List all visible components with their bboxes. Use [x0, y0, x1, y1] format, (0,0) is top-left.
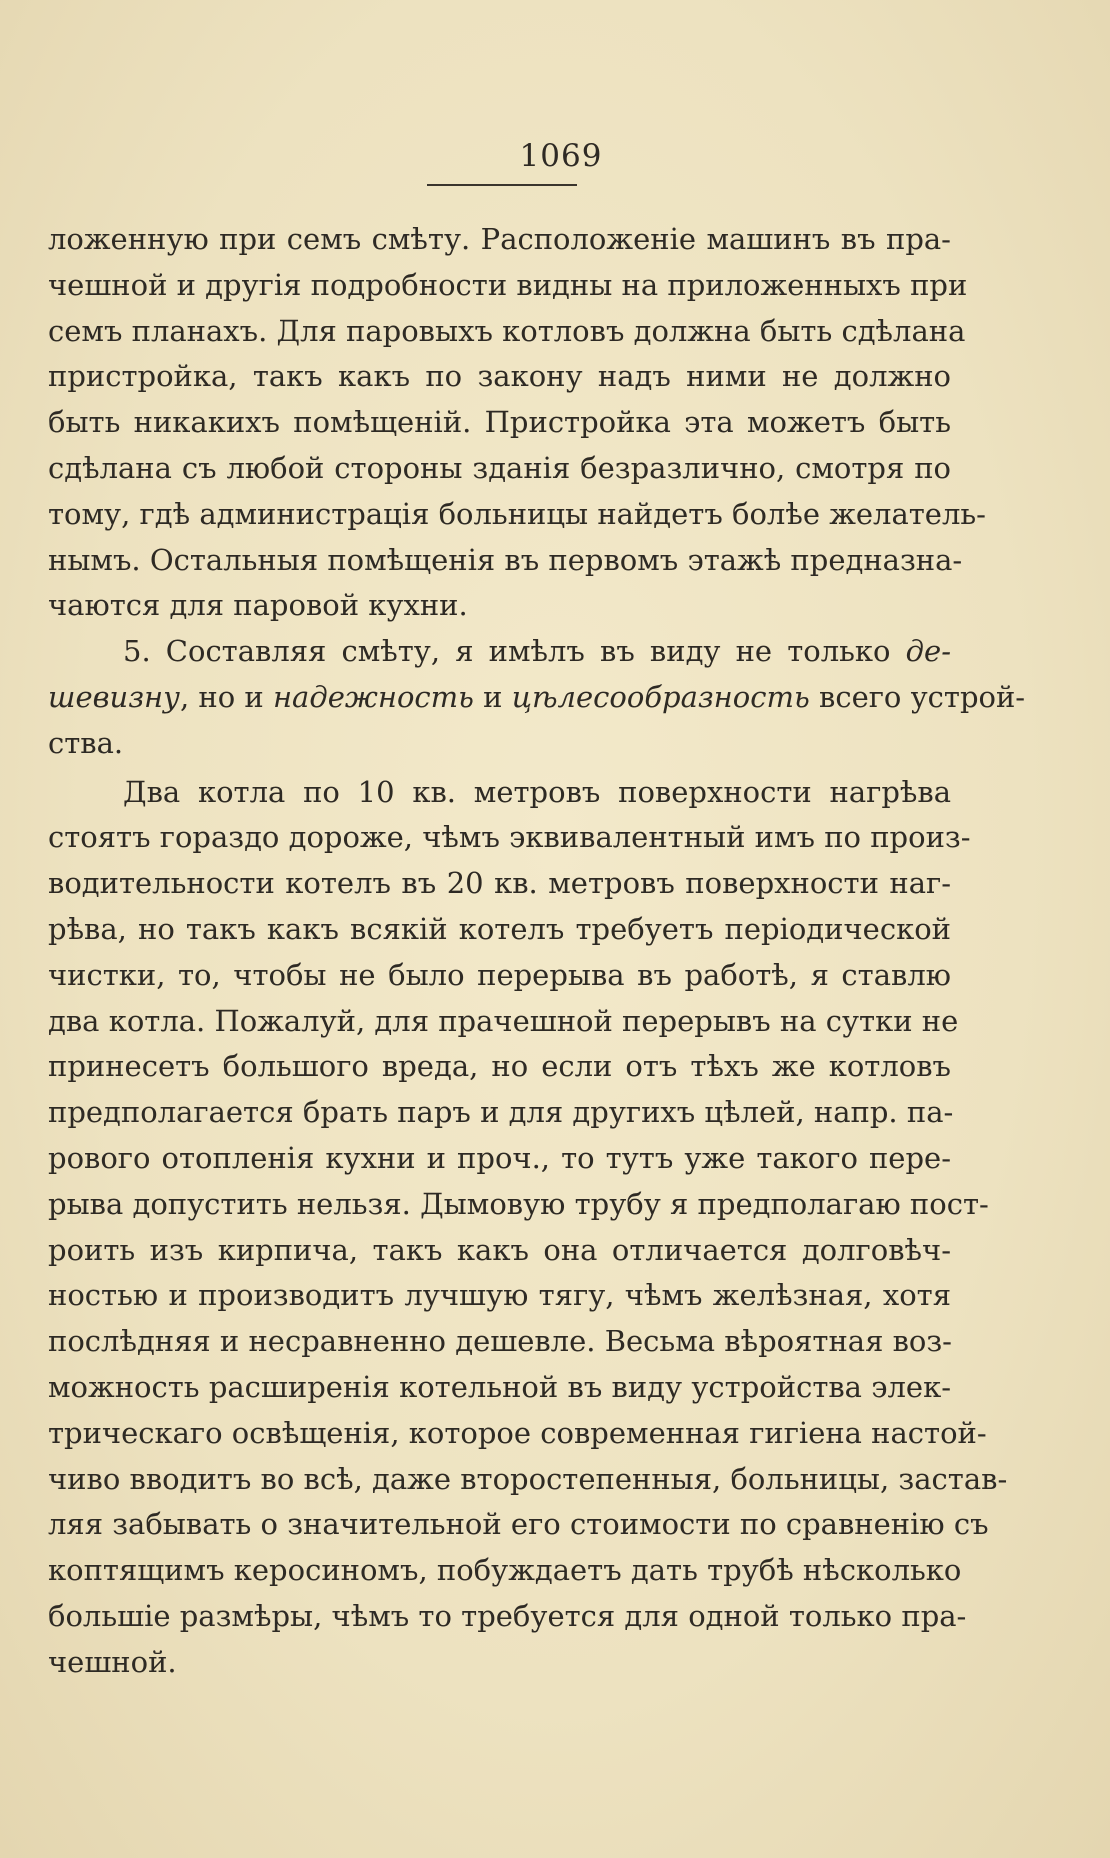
text-line: послѣдняя и несравненно дешевле. Весьма вѣроятная воз- — [48, 1324, 952, 1359]
text-line: водительности котелъ въ 20 кв. метровъ поверхности наг- — [48, 866, 951, 901]
italic-text: надежность — [272, 679, 474, 714]
text-line: чиво вводитъ во всѣ, даже второстепенныя, больницы, застав- — [48, 1461, 1008, 1496]
text-line: нымъ. Остальныя помѣщенія въ первомъ этажѣ предназна- — [48, 542, 963, 577]
text-line: трическаго освѣщенія, которое современная гигіена настой- — [48, 1415, 987, 1450]
text-line: Два котла по 10 кв. метровъ поверхности нагрѣва — [123, 774, 951, 809]
text-run: 5. Составляя смѣту, я имѣлъ въ виду не только — [123, 634, 906, 669]
text-line: ства. — [48, 725, 124, 760]
paragraph-2 — [48, 629, 1026, 766]
text-run: и — [473, 679, 512, 714]
text-line: семъ планахъ. Для паровыхъ котловъ должна быть сдѣлана — [48, 313, 966, 348]
text-run: , но и — [179, 679, 273, 714]
text-line: рыва допустить нельзя. Дымовую трубу я предполагаю пост- — [48, 1186, 989, 1221]
text-line: быть никакихъ помѣщеній. Пристройка эта можетъ быть — [48, 405, 951, 440]
text-line: чешной и другія подробности видны на приложенныхъ при — [48, 267, 968, 302]
text-line: ляя забывать о значительной его стоимости по сравненію съ — [48, 1507, 989, 1542]
page-header — [0, 138, 1110, 178]
body-text — [48, 217, 1026, 1686]
text-line: чистки, то, чтобы не было перерыва въ работѣ, я ставлю — [48, 957, 951, 992]
text-line: сдѣлана съ любой стороны зданія безразлично, смотря по — [48, 450, 951, 485]
text-line: роить изъ кирпича, такъ какъ она отличается долговѣч- — [48, 1232, 951, 1267]
paragraph-1 — [48, 217, 986, 629]
text-line: рового отопленія кухни и проч., то тутъ уже такого пере- — [48, 1140, 951, 1175]
text-line — [48, 675, 1026, 721]
text-line: рѣва, но такъ какъ всякій котелъ требуетъ періодической — [48, 911, 951, 946]
text-line: стоятъ гораздо дороже, чѣмъ эквивалентный имъ по произ- — [48, 820, 971, 855]
text-line: чешной. — [48, 1644, 177, 1679]
italic-text: де- — [905, 634, 951, 669]
text-line: большіе размѣры, чѣмъ то требуется для одной только пра- — [48, 1598, 967, 1633]
text-line: пристройка, такъ какъ по закону надъ ними не должно — [48, 359, 951, 394]
text-line: тому, гдѣ администрація больницы найдетъ болѣе желатель- — [48, 496, 986, 531]
text-line: ложенную при семъ смѣту. Расположеніе машинъ въ пра- — [48, 222, 951, 256]
text-run: всего устрой- — [809, 679, 1026, 714]
paragraph-3 — [48, 770, 1008, 1686]
italic-text: шевизну — [48, 679, 180, 714]
text-line: два котла. Пожалуй, для прачешной перерывъ на сутки не — [48, 1003, 959, 1038]
page-number: 1069 — [519, 138, 603, 174]
text-line: принесетъ большого вреда, но если отъ тѣхъ же котловъ — [48, 1049, 951, 1084]
text-line: можность расширенія котельной въ виду устройства элек- — [48, 1369, 951, 1404]
text-line: коптящимъ керосиномъ, побуждаетъ дать трубѣ нѣсколько — [48, 1553, 962, 1588]
text-line: ностью и производитъ лучшую тягу, чѣмъ желѣзная, хотя — [48, 1278, 951, 1313]
text-line — [48, 629, 951, 675]
text-line: чаются для паровой кухни. — [48, 588, 468, 623]
text-line: предполагается брать паръ и для другихъ цѣлей, напр. па- — [48, 1095, 954, 1130]
header-rule — [427, 184, 577, 186]
italic-text: цѣлесообразность — [511, 679, 810, 714]
